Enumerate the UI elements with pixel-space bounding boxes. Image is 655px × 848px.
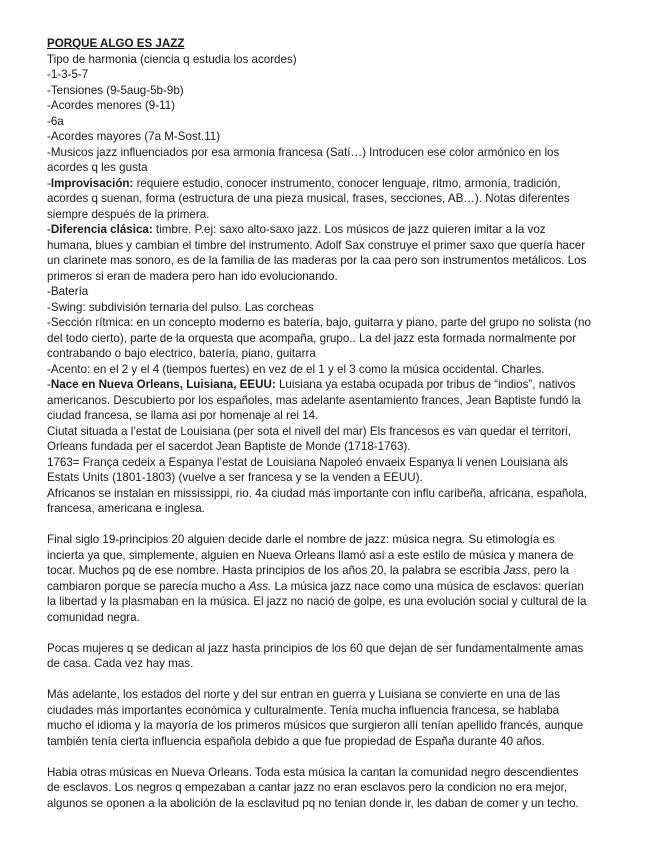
africanos-line: francesa, americana e inglesa. [47, 502, 205, 515]
paragraph-gap [47, 672, 609, 688]
diferencia-line: humana, blues y cambian el timbre del instrumento. Adolf Sax construye el primer saxo que quería hacer [47, 238, 586, 252]
nace-text: Luisiana ya estaba ocupada por tribus de “indios”, nativos [275, 378, 576, 391]
mas-adelante-line: mucho el idioma y la mayoría de los primeros músicos que surgieron allí tenían apellido francés, aunque [47, 719, 584, 732]
habia-line: Habia otras músicas en Nueva Orleans. Toda esta música la cantan la comunidad negro descendientes [47, 765, 579, 779]
seccion-line: -Sección rítmica: en un concepto moderno es batería, bajo, guitarra y piano, parte del grupo no solista (no [47, 316, 591, 329]
ciutat-line: Orleans fundada per el sacerdot Jean Baptiste de Monde (1718-1763). [47, 440, 411, 453]
diferencia-label: Diferencia clásica: [50, 223, 153, 236]
harmony-line: -Tensiones (9-5aug-5b-9b) [47, 83, 184, 97]
paragraph-gap [47, 625, 609, 641]
ciutat-line: Ciutat situada a l’estat de Louisiana (per sota el nivell del mar) Els francesos es van quedar el territori, [47, 424, 571, 438]
bateria-line: -Batería [47, 285, 89, 298]
nace-line [47, 377, 609, 393]
musicos-line: -Musicos jazz influenciados por esa armonia francesa (Satí…) Introducen ese color armónico en los [47, 145, 560, 159]
africanos-line: Africanos se instalan en mississippi, rio. 4a ciudad más importante con influ caribeña, africana, española, [47, 486, 588, 500]
paragraph-gap [47, 517, 609, 533]
improvisacion-label: Improvisación: [50, 176, 134, 190]
diferencia-line: un clarinete mas sonoro, es de la familia de las maderas por la caa pero son instrumentos metálicos. Los [47, 254, 587, 267]
improvisacion-line: siempre después de la primera. [47, 207, 210, 221]
final-text: , pero la [527, 564, 570, 577]
habia-line: algunos se oponen a la abolición de la esclavitud pq no tenian donde ir, les daban de comer y un techo. [47, 796, 579, 810]
final-text: cambiaron porque se parecía mucho a [47, 579, 249, 593]
improvisacion-line [47, 176, 609, 192]
harmony-line: Tipo de harmonia (ciencia q estudia los acordes) [47, 52, 297, 66]
improvisacion-line: acordes q suenan, forma (estructura de una pieza musical, frases, secciones, AB…). Notas diferentes [47, 192, 570, 205]
final-line: la libertad y la plasmaban en la música. El jazz no nació de golpe, es una evolución social y cultural de la [47, 595, 587, 608]
seccion-line: del todo cierto), parte de la orquesta que acompaña, grupo.. La del jazz esta formada normalmente por [47, 331, 577, 345]
habia-line: de esclavos. Los negros q empezaban a cantar jazz no eran esclavos pero la condicion no era mejor, [47, 781, 568, 794]
nace-line: ciudad francesa, se llama asi por homenaje al rei 14. [47, 409, 319, 422]
harmony-list [47, 52, 609, 145]
ass-word: Ass. [248, 579, 272, 593]
nace-label: Nace en Nueva Orleans, Luisiana, EEUU: [50, 378, 276, 391]
pocas-line: de casa. Cada vez hay mas. [47, 657, 194, 670]
musicos-line: acordes q les gusta [47, 161, 148, 174]
bullet-dash: - [47, 176, 51, 190]
improvisacion-text: requiere estudio, conocer instrumento, conocer lenguaje, ritmo, armonía, tradición, [133, 176, 561, 190]
harmony-line: -6a [47, 114, 64, 128]
year-line: 1763= França cedeix a Espanya l’estat de Louisiana Napoleó envaeix Espanya li venen Louisiana als [47, 455, 569, 469]
final-line: Final siglo 19-principios 20 alguien decide darle el nombre de jazz: música negra. Su etimología es [47, 533, 555, 546]
document-title: PORQUE ALGO ES JAZZ [47, 37, 185, 50]
diferencia-line: primeros si eran de madera pero han ido evolucionando. [47, 269, 338, 283]
year-line: Estats Units (1801-1803) (vuelve a ser francesa y se la venden a EEUU). [47, 471, 423, 484]
bullet-dash: - [47, 223, 51, 236]
harmony-line: -1-3-5-7 [47, 68, 89, 81]
jass-word: Jass [503, 564, 528, 577]
final-text: La música jazz nace como una música de esclavos: querían [271, 579, 584, 593]
final-line [47, 563, 609, 579]
bullet-dash: - [47, 378, 51, 391]
paragraph-gap [47, 749, 609, 765]
diferencia-line [47, 222, 609, 238]
document-page [47, 36, 609, 811]
final-line: incierta ya que, simplemente, alguien en Nueva Orleans llamó así a este estilo de música y manera de [47, 548, 574, 562]
final-line [47, 579, 609, 595]
harmony-line: -Acordes menores (9-11) [47, 99, 176, 112]
pocas-line: Pocas mujeres q se dedican al jazz hasta principios de los 60 que dejan de ser fundamentalmente amas [47, 641, 584, 655]
final-line: comunidad negra. [47, 610, 140, 624]
mas-adelante-line: Más adelante, los estados del norte y del sur entran en guerra y Luisiana se convierte en una de las [47, 688, 561, 701]
swing-line: -Swing: subdivisión ternaria del pulso. Las corcheas [47, 300, 314, 314]
final-text: tocar. Muchos pq de ese nombre. Hasta principios de los años 20, la palabra se escribía [47, 564, 504, 577]
diferencia-text: timbre. P.ej: saxo alto-saxo jazz. Los músicos de jazz quieren imitar a la voz [152, 223, 546, 236]
nace-line: americanos. Descubierto por los españoles, mas adelante asentamiento frances, Jean Baptiste fundó la [47, 393, 581, 407]
acento-line: -Acento: en el 2 y el 4 (tiempos fuertes) en vez de el 1 y el 3 como la música occidental. Charles. [47, 362, 545, 376]
seccion-line: contrabando o bajo electrico, batería, piano, guitarra [47, 347, 316, 360]
harmony-line: -Acordes mayores (7a M-Sost.11) [47, 130, 221, 143]
mas-adelante-line: ciudades más importantes económica y culturalmente. Tenía mucha influencia francesa, se hablaba [47, 703, 560, 717]
mas-adelante-line: también tenía cierta influencia española debido a que fue propiedad de España durante 40 años. [47, 734, 545, 748]
